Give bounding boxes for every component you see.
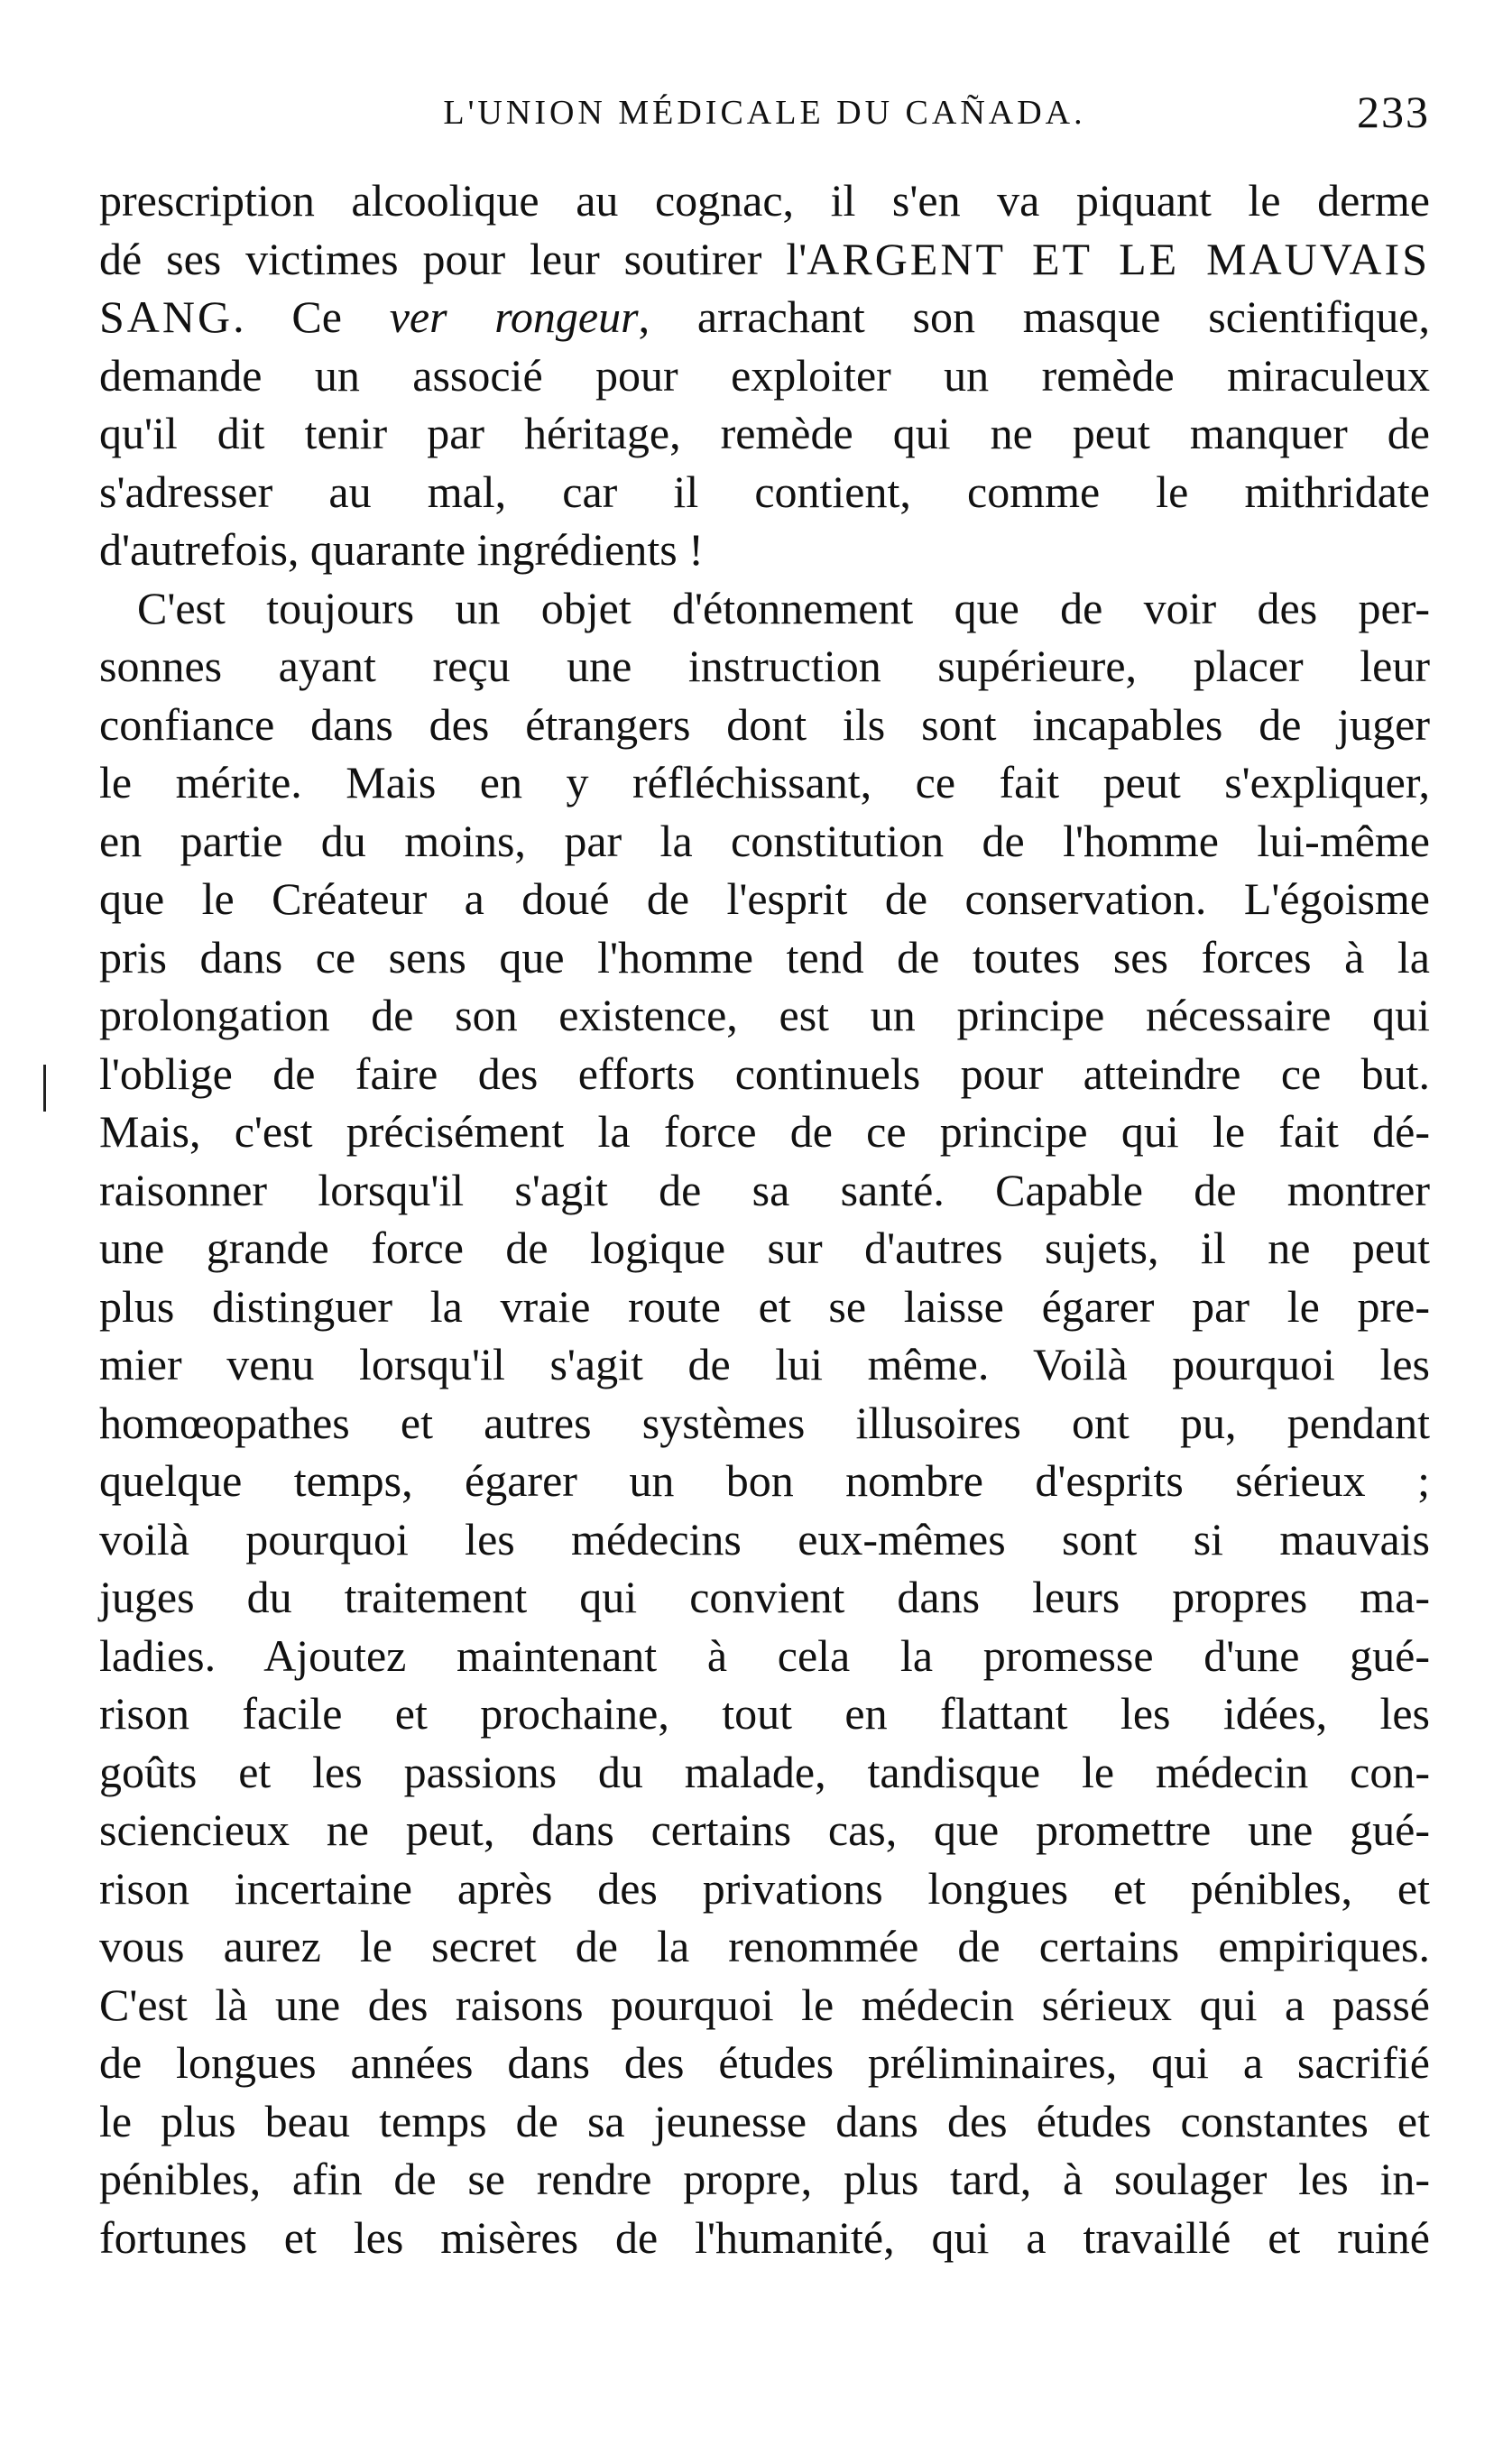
text-line: raisonner lorsqu'il s'agit de sa santé. Capable de montrer bbox=[99, 1164, 1430, 1215]
text-line: l'oblige de faire des efforts continuels pour atteindre ce but. bbox=[99, 1047, 1430, 1099]
text-line: rison facile et prochaine, tout en flattant les idées, les bbox=[99, 1688, 1430, 1739]
small-caps-run: ARGENT ET LE MAUVAIS bbox=[807, 233, 1431, 284]
text-line: juges du traitement qui convient dans leurs propres ma- bbox=[99, 1572, 1430, 1622]
text-line: C'est là une des raisons pourquoi le médecin sérieux qui a passé bbox=[99, 1979, 1430, 2030]
text-run: dé ses victimes pour leur soutirer l' bbox=[99, 233, 807, 284]
text-line: homœopathes et autres systèmes illusoires ont pu, pendant bbox=[99, 1397, 1430, 1448]
text-line: quelque temps, égarer un bon nombre d'esprits sérieux ; bbox=[99, 1455, 1430, 1506]
text-line: C'est toujours un objet d'étonnement que de voir des per- bbox=[137, 582, 1430, 633]
margin-mark bbox=[43, 1065, 46, 1112]
running-title: L'UNION MÉDICALE DU CAÑADA. bbox=[443, 94, 1086, 132]
text-line bbox=[99, 230, 1430, 289]
text-line: vous aurez le secret de la renommée de certains empiriques. bbox=[99, 1921, 1430, 1971]
text-line: que le Créateur a doué de l'esprit de conservation. L'égoisme bbox=[99, 873, 1430, 924]
text-line: en partie du moins, par la constitution de l'homme lui-même bbox=[99, 815, 1430, 866]
text-run: , arrachant son masque scientifique, bbox=[638, 291, 1430, 342]
text-line: de longues années dans des études préliminaires, qui a sacrifié bbox=[99, 2037, 1430, 2088]
text-line: goûts et les passions du malade, tandisque le médecin con- bbox=[99, 1746, 1430, 1797]
text-line: rison incertaine après des privations longues et pénibles, et bbox=[99, 1862, 1430, 1914]
small-caps-run: SANG bbox=[99, 291, 234, 342]
text-line: prolongation de son existence, est un principe nécessaire qui bbox=[99, 990, 1430, 1040]
text-line: le mérite. Mais en y réfléchissant, ce fait peut s'expliquer, bbox=[99, 757, 1430, 807]
text-line: Mais, c'est précisément la force de ce principe qui le fait dé- bbox=[99, 1106, 1430, 1157]
text-line: pénibles, afin de se rendre propre, plus tard, à soulager les in- bbox=[99, 2154, 1430, 2204]
text-line: confiance dans des étrangers dont ils sont incapables de juger bbox=[99, 698, 1430, 750]
text-line: prescription alcoolique au cognac, il s'en va piquant le derme bbox=[99, 175, 1430, 226]
text-line bbox=[99, 288, 1430, 346]
body-text bbox=[99, 171, 1430, 2266]
text-line: sciencieux ne peut, dans certains cas, que promettre une gué- bbox=[99, 1804, 1430, 1855]
text-line: voilà pourquoi les médecins eux-mêmes sont si mauvais bbox=[99, 1513, 1430, 1564]
text-line: une grande force de logique sur d'autres sujets, il ne peut bbox=[99, 1223, 1430, 1273]
running-head bbox=[99, 86, 1430, 149]
text-line: plus distinguer la vraie route et se laisse égarer par le pre- bbox=[99, 1280, 1430, 1332]
text-line: demande un associé pour exploiter un remède miraculeux bbox=[99, 349, 1430, 401]
text-line: ladies. Ajoutez maintenant à cela la promesse d'une gué- bbox=[99, 1629, 1430, 1681]
text-line: sonnes ayant reçu une instruction supérieure, placer leur bbox=[99, 641, 1430, 691]
text-run: . Ce bbox=[233, 291, 390, 342]
text-line: s'adresser au mal, car il contient, comme le mithridate bbox=[99, 466, 1430, 517]
text-line: d'autrefois, quarante ingrédients ! bbox=[99, 524, 704, 575]
text-line: qu'il dit tenir par héritage, remède qui ne peut manquer de bbox=[99, 408, 1430, 458]
italic-run: ver rongeur bbox=[389, 291, 639, 342]
text-line: fortunes et les misères de l'humanité, qui a travaillé et ruiné bbox=[99, 2211, 1430, 2263]
text-line: mier venu lorsqu'il s'agit de lui même. Voilà pourquoi les bbox=[99, 1339, 1430, 1389]
page-number: 233 bbox=[1357, 87, 1430, 137]
text-line: pris dans ce sens que l'homme tend de toutes ses forces à la bbox=[99, 931, 1430, 983]
text-line: le plus beau temps de sa jeunesse dans des études constantes et bbox=[99, 2095, 1430, 2146]
